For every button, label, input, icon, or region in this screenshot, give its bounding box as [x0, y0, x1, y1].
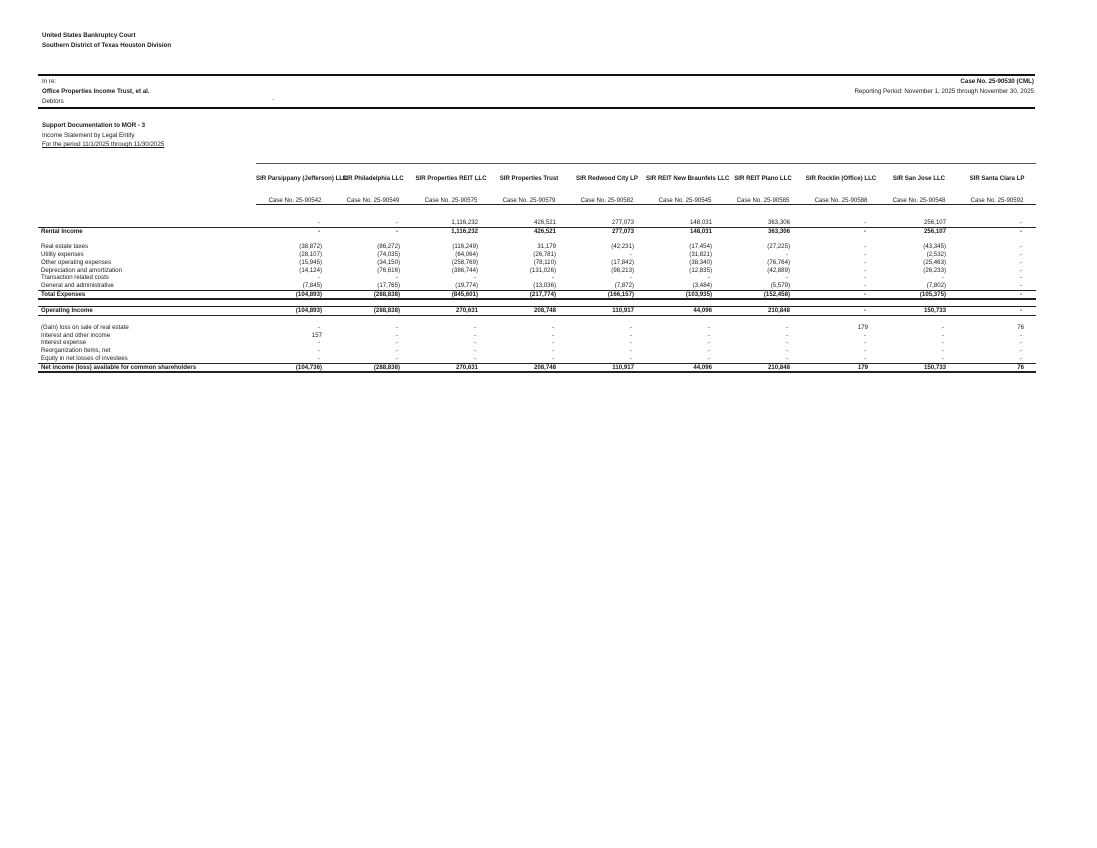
row-value: - — [646, 355, 724, 363]
row-value: 76 — [958, 363, 1036, 372]
spacer-row — [38, 235, 1036, 243]
row-label: Utility expenses — [41, 251, 84, 259]
row-value: (17,842) — [611, 258, 634, 266]
statement-row-equity-losses — [38, 355, 1036, 363]
row-value: - — [863, 331, 866, 339]
row-value: - — [395, 331, 398, 339]
row-value: - — [863, 274, 866, 282]
row-value: (288,838) — [334, 363, 412, 372]
row-value: - — [785, 339, 788, 347]
row-value: - — [802, 290, 880, 299]
entity-case-number: Case No. 25-90549 — [334, 193, 412, 205]
row-value: - — [941, 339, 944, 347]
statement-row-rental-detail — [38, 219, 1036, 227]
row-value: - — [863, 227, 866, 235]
entity-case-number: Case No. 25-90548 — [880, 193, 958, 205]
row-value: (26,233) — [923, 266, 946, 274]
support-title: Support Documentation to MOR - 3 — [42, 122, 146, 129]
row-value: - — [802, 282, 880, 290]
row-value: (152,458) — [724, 290, 802, 299]
row-value: (86,272) — [377, 243, 400, 251]
row-value: (78,110) — [533, 258, 556, 266]
row-value: (42,889) — [767, 266, 790, 274]
row-value: 277,073 — [568, 219, 646, 227]
entity-column-header: SIR Santa Clara LP — [958, 164, 1036, 194]
row-value: - — [551, 347, 554, 355]
support-heading — [42, 121, 164, 150]
row-value: - — [802, 219, 880, 227]
statement-row-general-admin — [38, 282, 1036, 290]
row-value: (103,935) — [646, 290, 724, 299]
row-value: (98,213) — [611, 266, 634, 274]
row-value: 208,748 — [490, 363, 568, 372]
row-label: Depreciation and amortization — [41, 266, 122, 274]
row-value: - — [785, 324, 788, 332]
row-value: 148,031 — [646, 219, 724, 227]
spacer-cell — [38, 211, 1036, 219]
row-value: (7,872) — [568, 282, 646, 290]
row-value: 363,306 — [767, 227, 790, 235]
row-value: (2,532) — [926, 251, 946, 259]
row-value: (7,802) — [880, 282, 958, 290]
stray-dot: . — [272, 96, 274, 102]
row-value: (31,821) — [689, 251, 712, 259]
row-value: - — [1019, 274, 1022, 282]
entity-column-header: SIR Rocklin (Office) LLC — [802, 164, 880, 194]
row-value: 150,733 — [880, 307, 958, 316]
row-value: - — [551, 339, 554, 347]
row-value: (27,225) — [767, 243, 790, 251]
row-value: (15,945) — [299, 258, 322, 266]
entity-case-number: Case No. 25-90575 — [412, 193, 490, 205]
statement-row-other-operating — [38, 259, 1036, 267]
row-value: - — [395, 347, 398, 355]
entity-case-number: Case No. 25-90585 — [724, 193, 802, 205]
row-value: (19,774) — [412, 282, 490, 290]
row-value: 210,848 — [724, 363, 802, 372]
support-period: For the period 11/1/2025 through 11/30/2025 — [42, 141, 165, 149]
row-value: - — [473, 339, 476, 347]
row-value: - — [724, 355, 802, 363]
row-value: - — [317, 339, 320, 347]
row-value: 270,631 — [412, 363, 490, 372]
row-value: - — [1019, 227, 1022, 235]
row-value: (64,064) — [455, 251, 478, 259]
row-value: (104,736) — [256, 363, 334, 372]
row-value: 277,073 — [611, 227, 634, 235]
row-label: Interest expense — [41, 339, 87, 347]
statement-row-operating-income — [38, 307, 1036, 316]
entity-case-number: Case No. 25-90542 — [256, 193, 334, 205]
support-subtitle: Income Statement by Legal Entity — [42, 131, 135, 139]
row-label: Transaction related costs — [41, 274, 109, 282]
row-value: (7,845) — [256, 282, 334, 290]
debtor-name: Office Properties Income Trust, et al. — [42, 88, 150, 95]
row-value: (288,838) — [334, 307, 412, 316]
row-value: - — [707, 347, 710, 355]
row-value: - — [256, 355, 334, 363]
in-re-label: In re: — [42, 78, 57, 85]
statement-row-depreciation — [38, 267, 1036, 275]
header-bottom-rule — [38, 107, 1035, 109]
row-value: - — [256, 219, 334, 227]
row-value: - — [941, 274, 944, 282]
row-value: - — [317, 324, 320, 332]
row-value: (25,463) — [923, 258, 946, 266]
statement-row-reorganization — [38, 347, 1036, 355]
row-value: 363,306 — [724, 219, 802, 227]
case-number-row — [38, 193, 1036, 205]
row-label: Rental Income — [41, 227, 83, 235]
row-value: 256,107 — [923, 227, 946, 235]
spacer-cell — [38, 316, 1036, 325]
row-value: - — [395, 274, 398, 282]
row-value: - — [1019, 258, 1022, 266]
row-value: (104,893) — [256, 307, 334, 316]
row-value: - — [1019, 339, 1022, 347]
row-value: (17,765) — [334, 282, 412, 290]
spacer-row — [38, 316, 1036, 325]
row-value: - — [334, 355, 412, 363]
row-value: - — [317, 347, 320, 355]
header-top-rule — [38, 74, 1035, 76]
statement-row-total-expenses — [38, 290, 1036, 299]
row-label: Real estate taxes — [41, 243, 89, 251]
row-value: 148,031 — [689, 227, 712, 235]
row-value: (3,484) — [646, 282, 724, 290]
row-label: General and administrative — [38, 282, 256, 290]
row-value: (74,035) — [377, 251, 400, 259]
row-value: (42,231) — [611, 243, 634, 251]
row-value: - — [473, 347, 476, 355]
row-value: (217,774) — [490, 290, 568, 299]
row-value: - — [629, 331, 632, 339]
row-value: - — [958, 282, 1036, 290]
spacer-row — [38, 211, 1036, 219]
statement-row-utility-expenses — [38, 251, 1036, 259]
row-value: 426,521 — [533, 227, 556, 235]
row-value: - — [412, 355, 490, 363]
row-value: (105,375) — [880, 290, 958, 299]
row-label — [38, 219, 256, 227]
row-value: - — [551, 331, 554, 339]
row-value: - — [629, 251, 632, 259]
row-value: (26,781) — [533, 251, 556, 259]
row-value: 157 — [311, 331, 322, 339]
spacer-cell — [38, 235, 1036, 243]
row-value: (288,838) — [334, 290, 412, 299]
court-name: United States Bankruptcy Court — [42, 32, 136, 39]
row-value: - — [551, 324, 554, 332]
entity-column-header: SIR Properties Trust — [490, 164, 568, 194]
row-value: (28,107) — [299, 251, 322, 259]
row-value: (845,601) — [412, 290, 490, 299]
row-value: - — [1019, 331, 1022, 339]
row-value: (43,345) — [923, 243, 946, 251]
row-value: 110,917 — [568, 363, 646, 372]
entity-column-header: SIR Philadelphia LLC — [334, 164, 412, 194]
row-label: Total Expenses — [38, 290, 256, 299]
case-number: Case No. 25-90530 (CML) — [960, 78, 1034, 85]
row-value: - — [629, 347, 632, 355]
row-value: 76 — [1017, 324, 1024, 332]
row-value: - — [802, 307, 880, 316]
row-value: (38,872) — [299, 243, 322, 251]
row-value: - — [785, 347, 788, 355]
row-value: - — [785, 274, 788, 282]
row-value: - — [490, 355, 568, 363]
court-division: Southern District of Texas Houston Division — [42, 42, 172, 49]
row-value: - — [707, 339, 710, 347]
case-blank-cell — [38, 193, 256, 205]
entity-case-number: Case No. 25-90579 — [490, 193, 568, 205]
row-value: - — [707, 331, 710, 339]
row-value: 150,733 — [880, 363, 958, 372]
row-value: 31,179 — [537, 243, 556, 251]
row-value: 44,096 — [646, 307, 724, 316]
row-value: - — [395, 227, 398, 235]
row-value: - — [863, 339, 866, 347]
statement-row-transaction-costs — [38, 274, 1036, 282]
spacer-row — [38, 299, 1036, 307]
entity-column-header: SIR San Jose LLC — [880, 164, 958, 194]
row-value: (76,616) — [377, 266, 400, 274]
row-value: - — [958, 307, 1036, 316]
row-value: (166,157) — [568, 290, 646, 299]
row-value: - — [473, 274, 476, 282]
row-value: 44,096 — [646, 363, 724, 372]
spacer-cell — [38, 299, 1036, 307]
row-label: Interest and other income — [41, 331, 111, 339]
row-value: - — [941, 324, 944, 332]
row-value: - — [880, 355, 958, 363]
row-label: Reorganization Items, net — [41, 347, 111, 355]
row-value: - — [395, 324, 398, 332]
row-value: - — [629, 339, 632, 347]
row-value: - — [958, 355, 1036, 363]
row-value: - — [629, 274, 632, 282]
row-value: - — [707, 274, 710, 282]
entity-column-header: SIR REIT New Braunfels LLC — [646, 164, 724, 194]
row-value: - — [334, 219, 412, 227]
row-value: - — [707, 324, 710, 332]
row-value: (116,249) — [452, 243, 478, 251]
statement-row-net-income — [38, 363, 1036, 372]
row-value: 208,748 — [490, 307, 568, 316]
income-statement-table — [38, 163, 1036, 373]
row-value: (76,764) — [767, 258, 790, 266]
row-value: 179 — [802, 363, 880, 372]
row-label: Equity in net losses of investees — [38, 355, 256, 363]
row-value: 1,116,232 — [451, 227, 478, 235]
row-value: (38,340) — [689, 258, 712, 266]
row-value: - — [317, 227, 320, 235]
row-value: (34,150) — [377, 258, 400, 266]
row-value: (5,579) — [724, 282, 802, 290]
statement-row-interest-expense — [38, 339, 1036, 347]
row-value: - — [473, 324, 476, 332]
row-value: - — [1019, 243, 1022, 251]
entity-header-row — [38, 164, 1036, 194]
row-value: 210,848 — [724, 307, 802, 316]
row-value: - — [629, 324, 632, 332]
statement-row-interest-other-income — [38, 332, 1036, 340]
row-value: 426,521 — [490, 219, 568, 227]
statement-row-gain-loss-sale — [38, 324, 1036, 332]
row-value: (258,769) — [451, 258, 478, 266]
row-value: - — [1019, 266, 1022, 274]
reporting-period: Reporting Period: November 1, 2025 through November 30, 2025 — [854, 88, 1034, 95]
entity-column-header: SIR Redwood City LP — [568, 164, 646, 194]
row-value: 179 — [857, 324, 868, 332]
entity-case-number: Case No. 25-90592 — [958, 193, 1036, 205]
row-value: (12,835) — [689, 266, 712, 274]
row-value: - — [802, 355, 880, 363]
debtors-label: Debtors — [42, 98, 64, 105]
row-value: - — [958, 219, 1036, 227]
row-value: - — [317, 274, 320, 282]
row-value: - — [863, 266, 866, 274]
row-value: - — [395, 339, 398, 347]
entity-column-header: SIR Properties REIT LLC — [412, 164, 490, 194]
row-value: - — [863, 258, 866, 266]
row-value: - — [958, 290, 1036, 299]
row-value: (386,744) — [451, 266, 478, 274]
row-value: - — [863, 251, 866, 259]
row-value: - — [785, 331, 788, 339]
row-value: (13,036) — [490, 282, 568, 290]
entity-case-number: Case No. 25-90588 — [802, 193, 880, 205]
statement-row-rental-income — [38, 227, 1036, 235]
row-value: (14,124) — [299, 266, 322, 274]
row-label: Operating Income — [38, 307, 256, 316]
row-value: - — [568, 355, 646, 363]
row-value: 110,917 — [568, 307, 646, 316]
row-value: - — [863, 347, 866, 355]
row-value: 1,116,232 — [412, 219, 490, 227]
row-value: 256,107 — [880, 219, 958, 227]
row-value: - — [1019, 251, 1022, 259]
row-value: (17,454) — [689, 243, 712, 251]
row-label: Other operating expenses — [41, 258, 112, 266]
row-value: - — [785, 251, 788, 259]
entity-case-number: Case No. 25-90582 — [568, 193, 646, 205]
statement-row-real-estate-taxes — [38, 243, 1036, 251]
row-label: (Gain) loss on sale of real estate — [41, 324, 129, 332]
row-label: Net income (loss) available for common shareholders — [38, 363, 256, 372]
row-value: - — [941, 347, 944, 355]
row-value: (131,026) — [529, 266, 556, 274]
row-value: - — [1019, 347, 1022, 355]
row-value: 270,631 — [412, 307, 490, 316]
row-value: - — [551, 274, 554, 282]
entity-column-header: SIR Parsippany (Jefferson) LLC — [256, 164, 334, 194]
row-value: - — [863, 243, 866, 251]
row-value: (104,893) — [256, 290, 334, 299]
row-value: - — [941, 331, 944, 339]
header-blank-cell — [38, 164, 256, 194]
court-heading — [42, 31, 171, 51]
row-value: - — [473, 331, 476, 339]
entity-case-number: Case No. 25-90545 — [646, 193, 724, 205]
entity-column-header: SIR REIT Plano LLC — [724, 164, 802, 194]
